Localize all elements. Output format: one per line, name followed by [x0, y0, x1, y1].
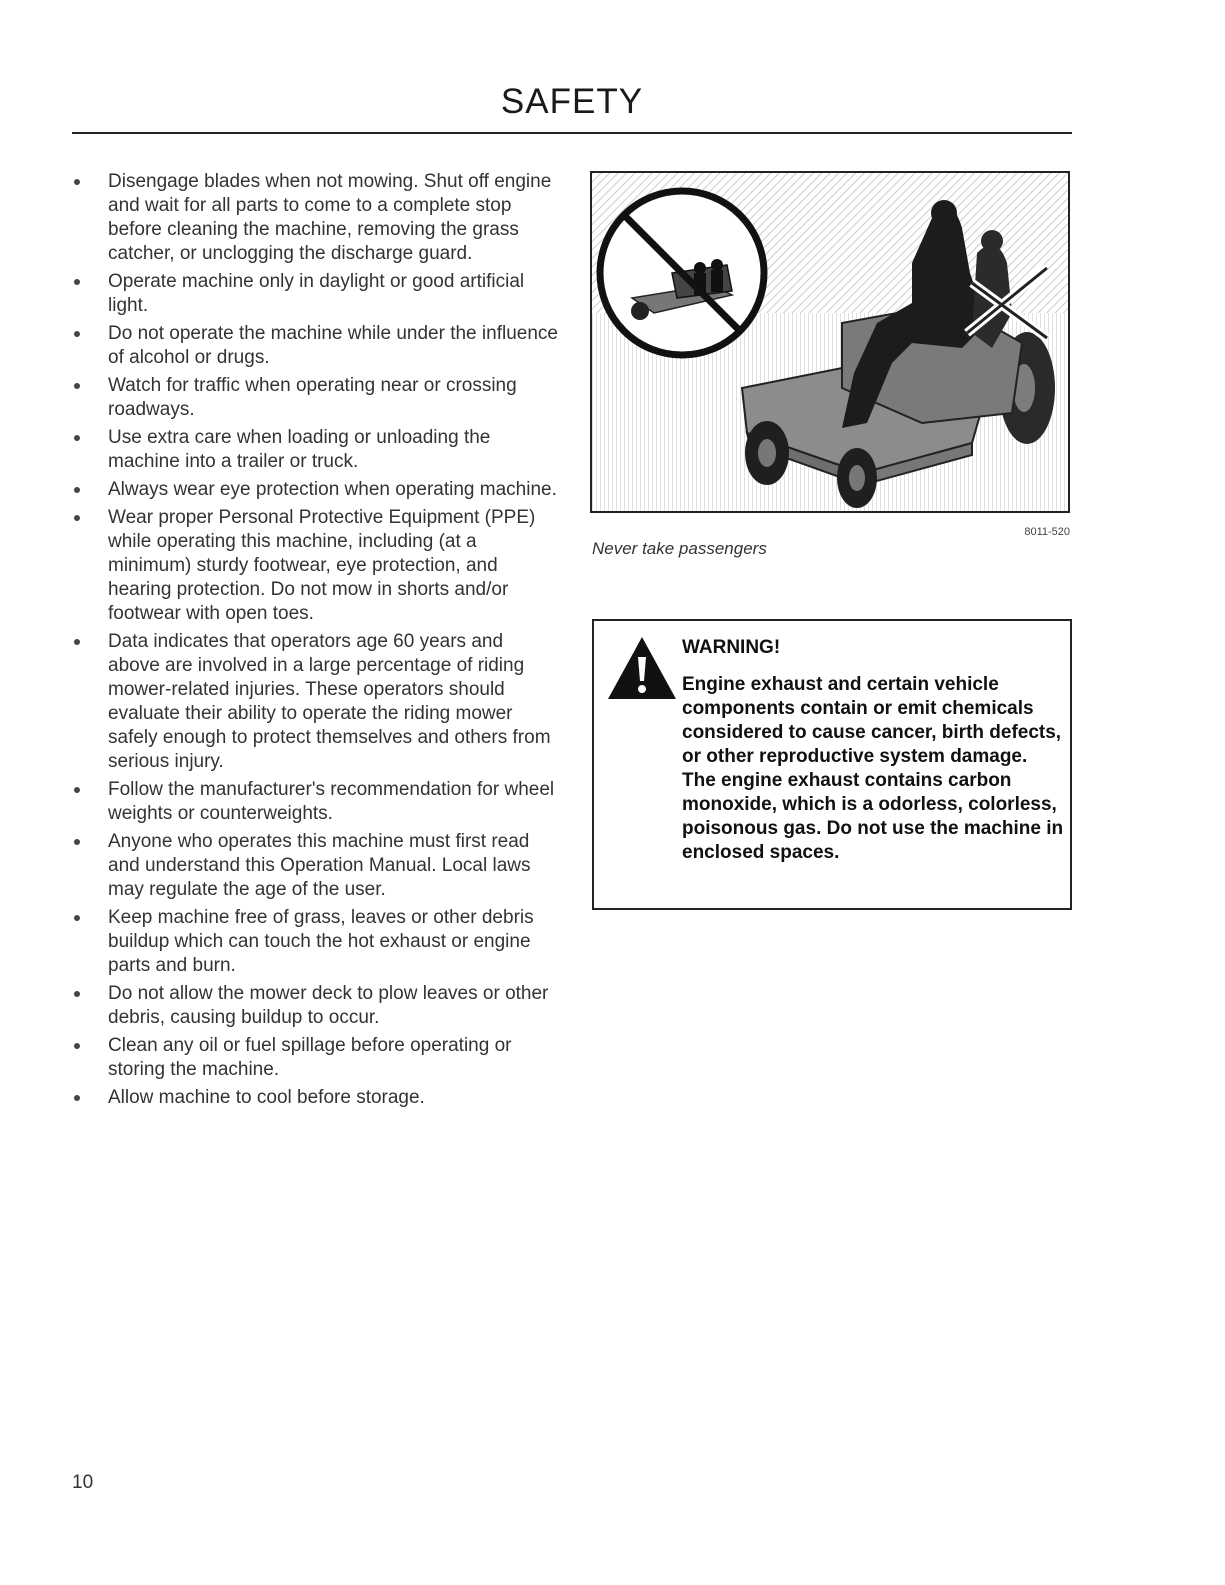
list-item-text: Always wear eye protection when operating machine. [108, 479, 557, 500]
bullet-icon [74, 331, 80, 337]
list-item-text: Watch for traffic when operating near or crossing roadways. [108, 375, 517, 420]
list-item [70, 778, 560, 826]
figure-caption: Never take passengers [592, 539, 767, 558]
list-item [70, 1086, 560, 1110]
warning-text: Engine exhaust and certain vehicle components contain or emit chemicals considered to cause cancer, birth defects, or other reproductive system damage. The engine exhaust contains carbon monoxide, which is a odorless, colorless, poisonous gas. Do not use the machine in enclosed spaces. [682, 674, 1064, 863]
list-item-text: Anyone who operates this machine must first read and understand this Operation Manual. Local laws may regulate the age of the user. [108, 831, 531, 900]
list-item-text: Wear proper Personal Protective Equipment (PPE) while operating this machine, including (at a minimum) sturdy footwear, eye protection, and hearing protection. Do not mow in shorts and/or footwear with open toes. [108, 507, 536, 624]
warning-title: WARNING! [682, 637, 781, 658]
bullet-icon [74, 435, 80, 441]
bullet-icon [74, 639, 80, 645]
list-item-text: Data indicates that operators age 60 years and above are involved in a large percentage of riding mower-related injuries. These operators should evaluate their ability to operate the riding mower safely enough to protect themselves and others from serious injury. [108, 631, 551, 772]
list-item [70, 426, 560, 474]
list-item [70, 506, 560, 626]
bullet-icon [74, 1095, 80, 1101]
bullet-icon [74, 179, 80, 185]
list-item-text: Operate machine only in daylight or good artificial light. [108, 271, 525, 316]
list-item [70, 906, 560, 978]
list-item-text: Clean any oil or fuel spillage before operating or storing the machine. [108, 1035, 512, 1080]
bullet-icon [74, 787, 80, 793]
list-item-text: Follow the manufacturer's recommendation for wheel weights or counterweights. [108, 779, 555, 824]
list-item-text: Keep machine free of grass, leaves or other debris buildup which can touch the hot exhaust or engine parts and burn. [108, 907, 534, 976]
list-item [70, 982, 560, 1030]
list-item-text: Allow machine to cool before storage. [108, 1087, 425, 1108]
bullet-icon [74, 279, 80, 285]
list-item [70, 630, 560, 774]
list-item-text: Use extra care when loading or unloading the machine into a trailer or truck. [108, 427, 491, 472]
bullet-icon [74, 1043, 80, 1049]
page-number: 10 [72, 1472, 94, 1493]
list-item [70, 830, 560, 902]
list-item [70, 374, 560, 422]
bullet-icon [74, 515, 80, 521]
prohibition-sign-icon [600, 191, 764, 355]
list-item [70, 478, 560, 502]
list-item [70, 1034, 560, 1082]
warning-triangle-icon [606, 633, 678, 701]
bullet-icon [74, 487, 80, 493]
no-passengers-figure [590, 171, 1070, 513]
bullet-icon [74, 991, 80, 997]
list-item-text: Do not operate the machine while under the influence of alcohol or drugs. [108, 323, 558, 368]
header-divider [72, 132, 1072, 134]
bullet-icon [74, 383, 80, 389]
list-item [70, 270, 560, 318]
bullet-icon [74, 839, 80, 845]
list-item [70, 170, 560, 266]
page-title: SAFETY [500, 82, 644, 121]
list-item [70, 322, 560, 370]
bullet-icon [74, 915, 80, 921]
list-item-text: Do not allow the mower deck to plow leaves or other debris, causing buildup to occur. [108, 983, 549, 1028]
figure-code: 8011-520 [1024, 526, 1070, 538]
no-passengers-illustration [592, 173, 1068, 511]
warning-box [592, 619, 1072, 910]
list-item-text: Disengage blades when not mowing. Shut off engine and wait for all parts to come to a complete stop before cleaning the machine, removing the grass catcher, or unclogging the discharge guard. [108, 171, 552, 264]
safety-bullet-list [70, 170, 560, 1114]
